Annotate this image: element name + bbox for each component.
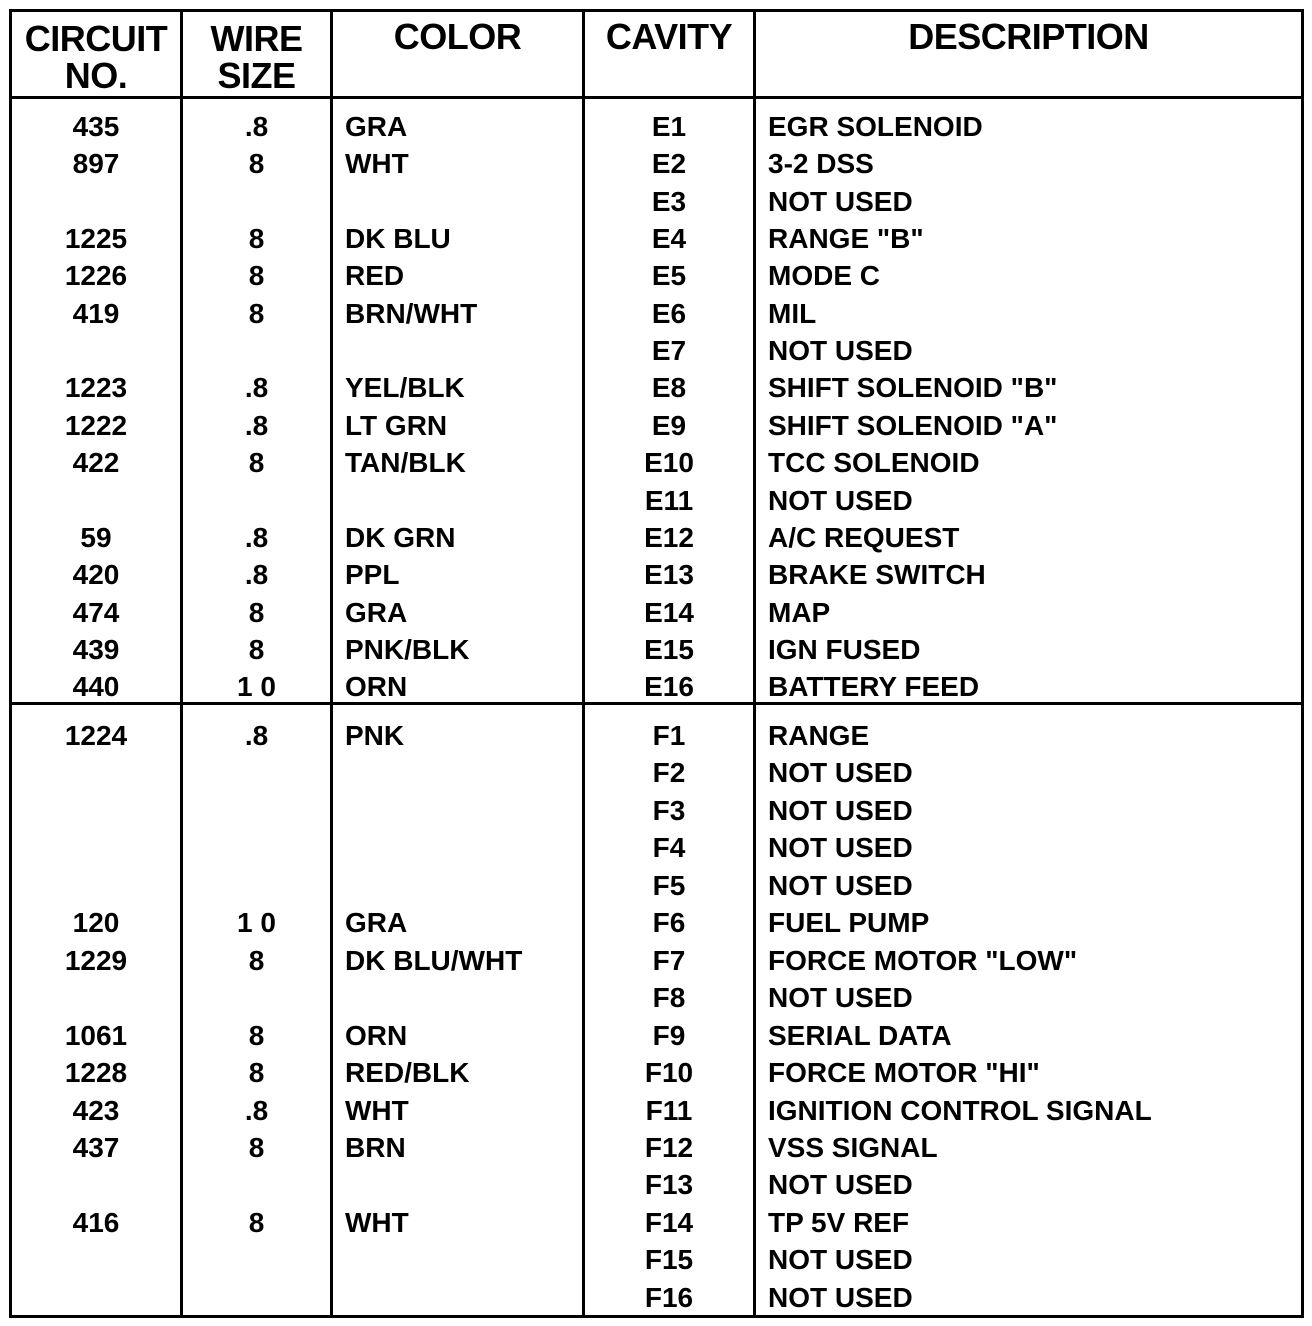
- cavity-cell: E5: [651, 260, 687, 292]
- wire-size-cell: [183, 829, 330, 866]
- description-cell: RANGE: [768, 720, 870, 751]
- circuit-no-cell: 422: [72, 447, 120, 479]
- circuit-no-cell: [12, 792, 180, 829]
- wire-size-cell: [183, 1166, 330, 1203]
- wire-size-cell: 8: [248, 148, 265, 180]
- wire-size-cell: 8: [248, 633, 265, 665]
- color-cell: DK BLU/WHT: [345, 944, 523, 976]
- table-row: [12, 867, 1301, 904]
- circuit-no-cell: 419: [72, 297, 120, 329]
- cavity-cell: F9: [652, 1019, 686, 1051]
- cavity-cell: F12: [644, 1131, 694, 1163]
- circuit-no-cell: 59: [80, 521, 112, 553]
- table-row: [12, 1204, 1301, 1241]
- color-cell: [345, 482, 575, 519]
- color-cell: LT GRN: [345, 409, 448, 441]
- header-wire-line1: WIRE: [210, 18, 303, 59]
- cavity-cell: E13: [644, 559, 694, 591]
- color-cell: [345, 1279, 575, 1316]
- circuit-no-cell: 120: [72, 907, 120, 939]
- circuit-no-cell: 423: [72, 1094, 120, 1126]
- circuit-no-cell: [12, 754, 180, 791]
- table-row: [12, 444, 1301, 481]
- wire-size-cell: [183, 867, 330, 904]
- color-cell: DK BLU: [345, 223, 451, 255]
- circuit-no-cell: 1061: [64, 1019, 128, 1051]
- connector-pinout-table: [9, 9, 1304, 1318]
- color-cell: ORN: [345, 1019, 408, 1051]
- color-cell: TAN/BLK: [345, 447, 466, 479]
- wire-size-cell: [183, 183, 330, 220]
- cavity-cell: E1: [651, 111, 687, 142]
- color-cell: BRN/WHT: [345, 297, 478, 329]
- cavity-cell: E8: [651, 372, 687, 404]
- wire-size-cell: 8: [248, 1019, 265, 1051]
- cavity-cell: E7: [651, 335, 687, 367]
- color-cell: ORN: [345, 671, 408, 703]
- circuit-no-cell: [12, 829, 180, 866]
- circuit-no-cell: 1224: [64, 720, 128, 751]
- description-cell: EGR SOLENOID: [768, 111, 983, 142]
- description-cell: IGN FUSED: [768, 633, 921, 665]
- cavity-cell: E2: [651, 148, 687, 180]
- table-row: [12, 631, 1301, 668]
- wire-size-cell: .8: [244, 372, 269, 404]
- circuit-no-cell: 1225: [64, 223, 128, 255]
- table-row: [12, 183, 1301, 220]
- circuit-no-cell: [12, 183, 180, 220]
- description-cell: NOT USED: [768, 869, 913, 901]
- wire-size-cell: 8: [248, 260, 265, 292]
- description-cell: BATTERY FEED: [768, 671, 980, 703]
- table-row: [12, 369, 1301, 406]
- circuit-no-cell: [12, 332, 180, 369]
- description-cell: SHIFT SOLENOID "B": [768, 372, 1058, 404]
- circuit-no-cell: 440: [72, 671, 120, 703]
- cavity-cell: E9: [651, 409, 687, 441]
- cavity-cell: F3: [652, 794, 686, 826]
- header-cavity: [585, 18, 753, 102]
- cavity-cell: E4: [651, 223, 687, 255]
- wire-size-cell: .8: [244, 111, 269, 142]
- description-cell: FORCE MOTOR "LOW": [768, 944, 1078, 976]
- wire-size-cell: .8: [244, 1094, 269, 1126]
- cavity-cell: F10: [644, 1057, 694, 1089]
- cavity-cell: E14: [644, 596, 694, 628]
- cavity-cell: E15: [644, 633, 694, 665]
- circuit-no-cell: 897: [72, 148, 120, 180]
- color-cell: [345, 332, 575, 369]
- table-row: [12, 792, 1301, 829]
- description-cell: IGNITION CONTROL SIGNAL: [768, 1094, 1152, 1126]
- circuit-no-cell: 1223: [64, 372, 128, 404]
- wire-size-cell: 8: [248, 1206, 265, 1238]
- table-row: [12, 1279, 1301, 1316]
- circuit-no-cell: 435: [72, 111, 120, 142]
- cavity-cell: F16: [644, 1281, 694, 1313]
- table-row: [12, 556, 1301, 593]
- cavity-cell: E10: [644, 447, 694, 479]
- table-row: [12, 754, 1301, 791]
- table-row: [12, 220, 1301, 257]
- description-cell: FORCE MOTOR "HI": [768, 1057, 1040, 1089]
- table-row: [12, 1166, 1301, 1203]
- color-cell: GRA: [345, 907, 408, 939]
- cavity-cell: E3: [651, 185, 687, 217]
- wire-size-cell: 8: [248, 223, 265, 255]
- color-cell: [345, 183, 575, 220]
- table-row: [12, 145, 1301, 182]
- circuit-no-cell: 420: [72, 559, 120, 591]
- color-cell: RED: [345, 260, 405, 292]
- color-cell: [345, 867, 575, 904]
- color-cell: PNK/BLK: [345, 633, 470, 665]
- table-row: [12, 979, 1301, 1016]
- description-cell: MAP: [768, 596, 831, 628]
- circuit-no-cell: 1229: [64, 944, 128, 976]
- color-cell: PNK: [345, 720, 405, 751]
- table-row: [12, 668, 1301, 705]
- circuit-no-cell: 416: [72, 1206, 120, 1238]
- header-circuit-line1: CIRCUIT: [24, 18, 168, 59]
- color-cell: [345, 754, 575, 791]
- color-cell: WHT: [345, 1094, 409, 1126]
- cavity-cell: F14: [644, 1206, 694, 1238]
- cavity-cell: F8: [652, 982, 686, 1014]
- cavity-cell: F7: [652, 944, 686, 976]
- table-row: [12, 482, 1301, 519]
- wire-size-cell: 8: [248, 447, 265, 479]
- description-cell: NOT USED: [768, 982, 913, 1014]
- header-description-label: DESCRIPTION: [908, 16, 1149, 57]
- description-cell: TCC SOLENOID: [768, 447, 980, 479]
- wire-size-cell: 8: [248, 1057, 265, 1089]
- color-cell: [345, 829, 575, 866]
- cavity-cell: F13: [644, 1169, 694, 1201]
- wire-size-cell: [183, 332, 330, 369]
- wire-size-cell: [183, 482, 330, 519]
- table-row: [12, 942, 1301, 979]
- wire-size-cell: .8: [244, 521, 269, 553]
- circuit-no-cell: 1226: [64, 260, 128, 292]
- table-row: [12, 108, 1301, 145]
- color-cell: [345, 1166, 575, 1203]
- header-wire-size: [183, 20, 330, 104]
- circuit-no-cell: [12, 867, 180, 904]
- description-cell: NOT USED: [768, 185, 913, 217]
- wire-size-cell: 8: [248, 1131, 265, 1163]
- table-row: [12, 295, 1301, 332]
- cavity-cell: F6: [652, 907, 686, 939]
- description-cell: A/C REQUEST: [768, 521, 960, 553]
- table-row: [12, 1017, 1301, 1054]
- circuit-no-cell: [12, 979, 180, 1016]
- wire-size-cell: 8: [248, 596, 265, 628]
- wire-size-cell: [183, 792, 330, 829]
- table-row: [12, 407, 1301, 444]
- header-color-label: COLOR: [393, 16, 522, 57]
- circuit-no-cell: [12, 482, 180, 519]
- description-cell: NOT USED: [768, 335, 913, 367]
- color-cell: DK GRN: [345, 521, 456, 553]
- wire-size-cell: [183, 754, 330, 791]
- color-cell: YEL/BLK: [345, 372, 465, 404]
- color-cell: [345, 979, 575, 1016]
- description-cell: BRAKE SWITCH: [768, 559, 986, 591]
- table-row: [12, 594, 1301, 631]
- color-cell: RED/BLK: [345, 1057, 470, 1089]
- description-cell: NOT USED: [768, 1244, 913, 1276]
- header-wire-line2: SIZE: [217, 55, 296, 96]
- color-cell: [345, 792, 575, 829]
- cavity-cell: F5: [652, 869, 686, 901]
- description-cell: SERIAL DATA: [768, 1019, 952, 1051]
- circuit-no-cell: 439: [72, 633, 120, 665]
- table-row: [12, 904, 1301, 941]
- table-row: [12, 1092, 1301, 1129]
- cavity-cell: E16: [644, 671, 694, 703]
- header-cavity-label: CAVITY: [605, 16, 733, 57]
- table-row: [12, 1054, 1301, 1091]
- circuit-no-cell: 437: [72, 1131, 120, 1163]
- table-row: [12, 519, 1301, 556]
- cavity-cell: E6: [651, 297, 687, 329]
- circuit-no-cell: 474: [72, 596, 120, 628]
- description-cell: NOT USED: [768, 832, 913, 864]
- cavity-cell: E12: [644, 521, 694, 553]
- wire-size-cell: .8: [244, 409, 269, 441]
- table-row: [12, 717, 1301, 754]
- circuit-no-cell: 1222: [64, 409, 128, 441]
- table-row: [12, 1129, 1301, 1166]
- wire-size-cell: 1 0: [237, 907, 276, 939]
- table-row: [12, 257, 1301, 294]
- cavity-cell: F1: [652, 720, 686, 751]
- color-cell: GRA: [345, 596, 408, 628]
- wire-size-cell: [183, 1279, 330, 1316]
- wire-size-cell: .8: [244, 559, 269, 591]
- color-cell: GRA: [345, 111, 408, 142]
- description-cell: NOT USED: [768, 1281, 913, 1313]
- description-cell: NOT USED: [768, 1169, 913, 1201]
- description-cell: TP 5V REF: [768, 1206, 910, 1238]
- description-cell: FUEL PUMP: [768, 907, 930, 939]
- header-color: [333, 18, 582, 102]
- wire-size-cell: 8: [248, 944, 265, 976]
- wire-size-cell: 8: [248, 297, 265, 329]
- color-cell: WHT: [345, 148, 409, 180]
- circuit-no-cell: [12, 1241, 180, 1278]
- cavity-cell: F11: [645, 1094, 693, 1126]
- table-row: [12, 332, 1301, 369]
- description-cell: MODE C: [768, 260, 880, 292]
- description-cell: NOT USED: [768, 794, 913, 826]
- wire-size-cell: .8: [244, 720, 269, 751]
- wire-size-cell: 1 0: [237, 671, 276, 703]
- description-cell: NOT USED: [768, 757, 913, 789]
- table-row: [12, 829, 1301, 866]
- circuit-no-cell: 1228: [64, 1057, 128, 1089]
- header-circuit-no: [12, 20, 180, 104]
- description-cell: VSS SIGNAL: [768, 1131, 938, 1163]
- circuit-no-cell: [12, 1166, 180, 1203]
- cavity-cell: E11: [644, 484, 694, 516]
- description-cell: RANGE "B": [768, 223, 924, 255]
- description-cell: NOT USED: [768, 484, 913, 516]
- cavity-cell: F4: [652, 832, 686, 864]
- cavity-cell: F15: [644, 1244, 694, 1276]
- header-description: [756, 18, 1301, 102]
- table-row: [12, 1241, 1301, 1278]
- header-circuit-line2: NO.: [64, 55, 128, 96]
- wire-size-cell: [183, 1241, 330, 1278]
- description-cell: MIL: [768, 297, 817, 329]
- color-cell: PPL: [345, 559, 400, 591]
- color-cell: WHT: [345, 1206, 409, 1238]
- cavity-cell: F2: [652, 757, 686, 789]
- description-cell: 3-2 DSS: [768, 148, 874, 180]
- wire-size-cell: [183, 979, 330, 1016]
- color-cell: BRN: [345, 1131, 406, 1163]
- color-cell: [345, 1241, 575, 1278]
- circuit-no-cell: [12, 1279, 180, 1316]
- description-cell: SHIFT SOLENOID "A": [768, 409, 1058, 441]
